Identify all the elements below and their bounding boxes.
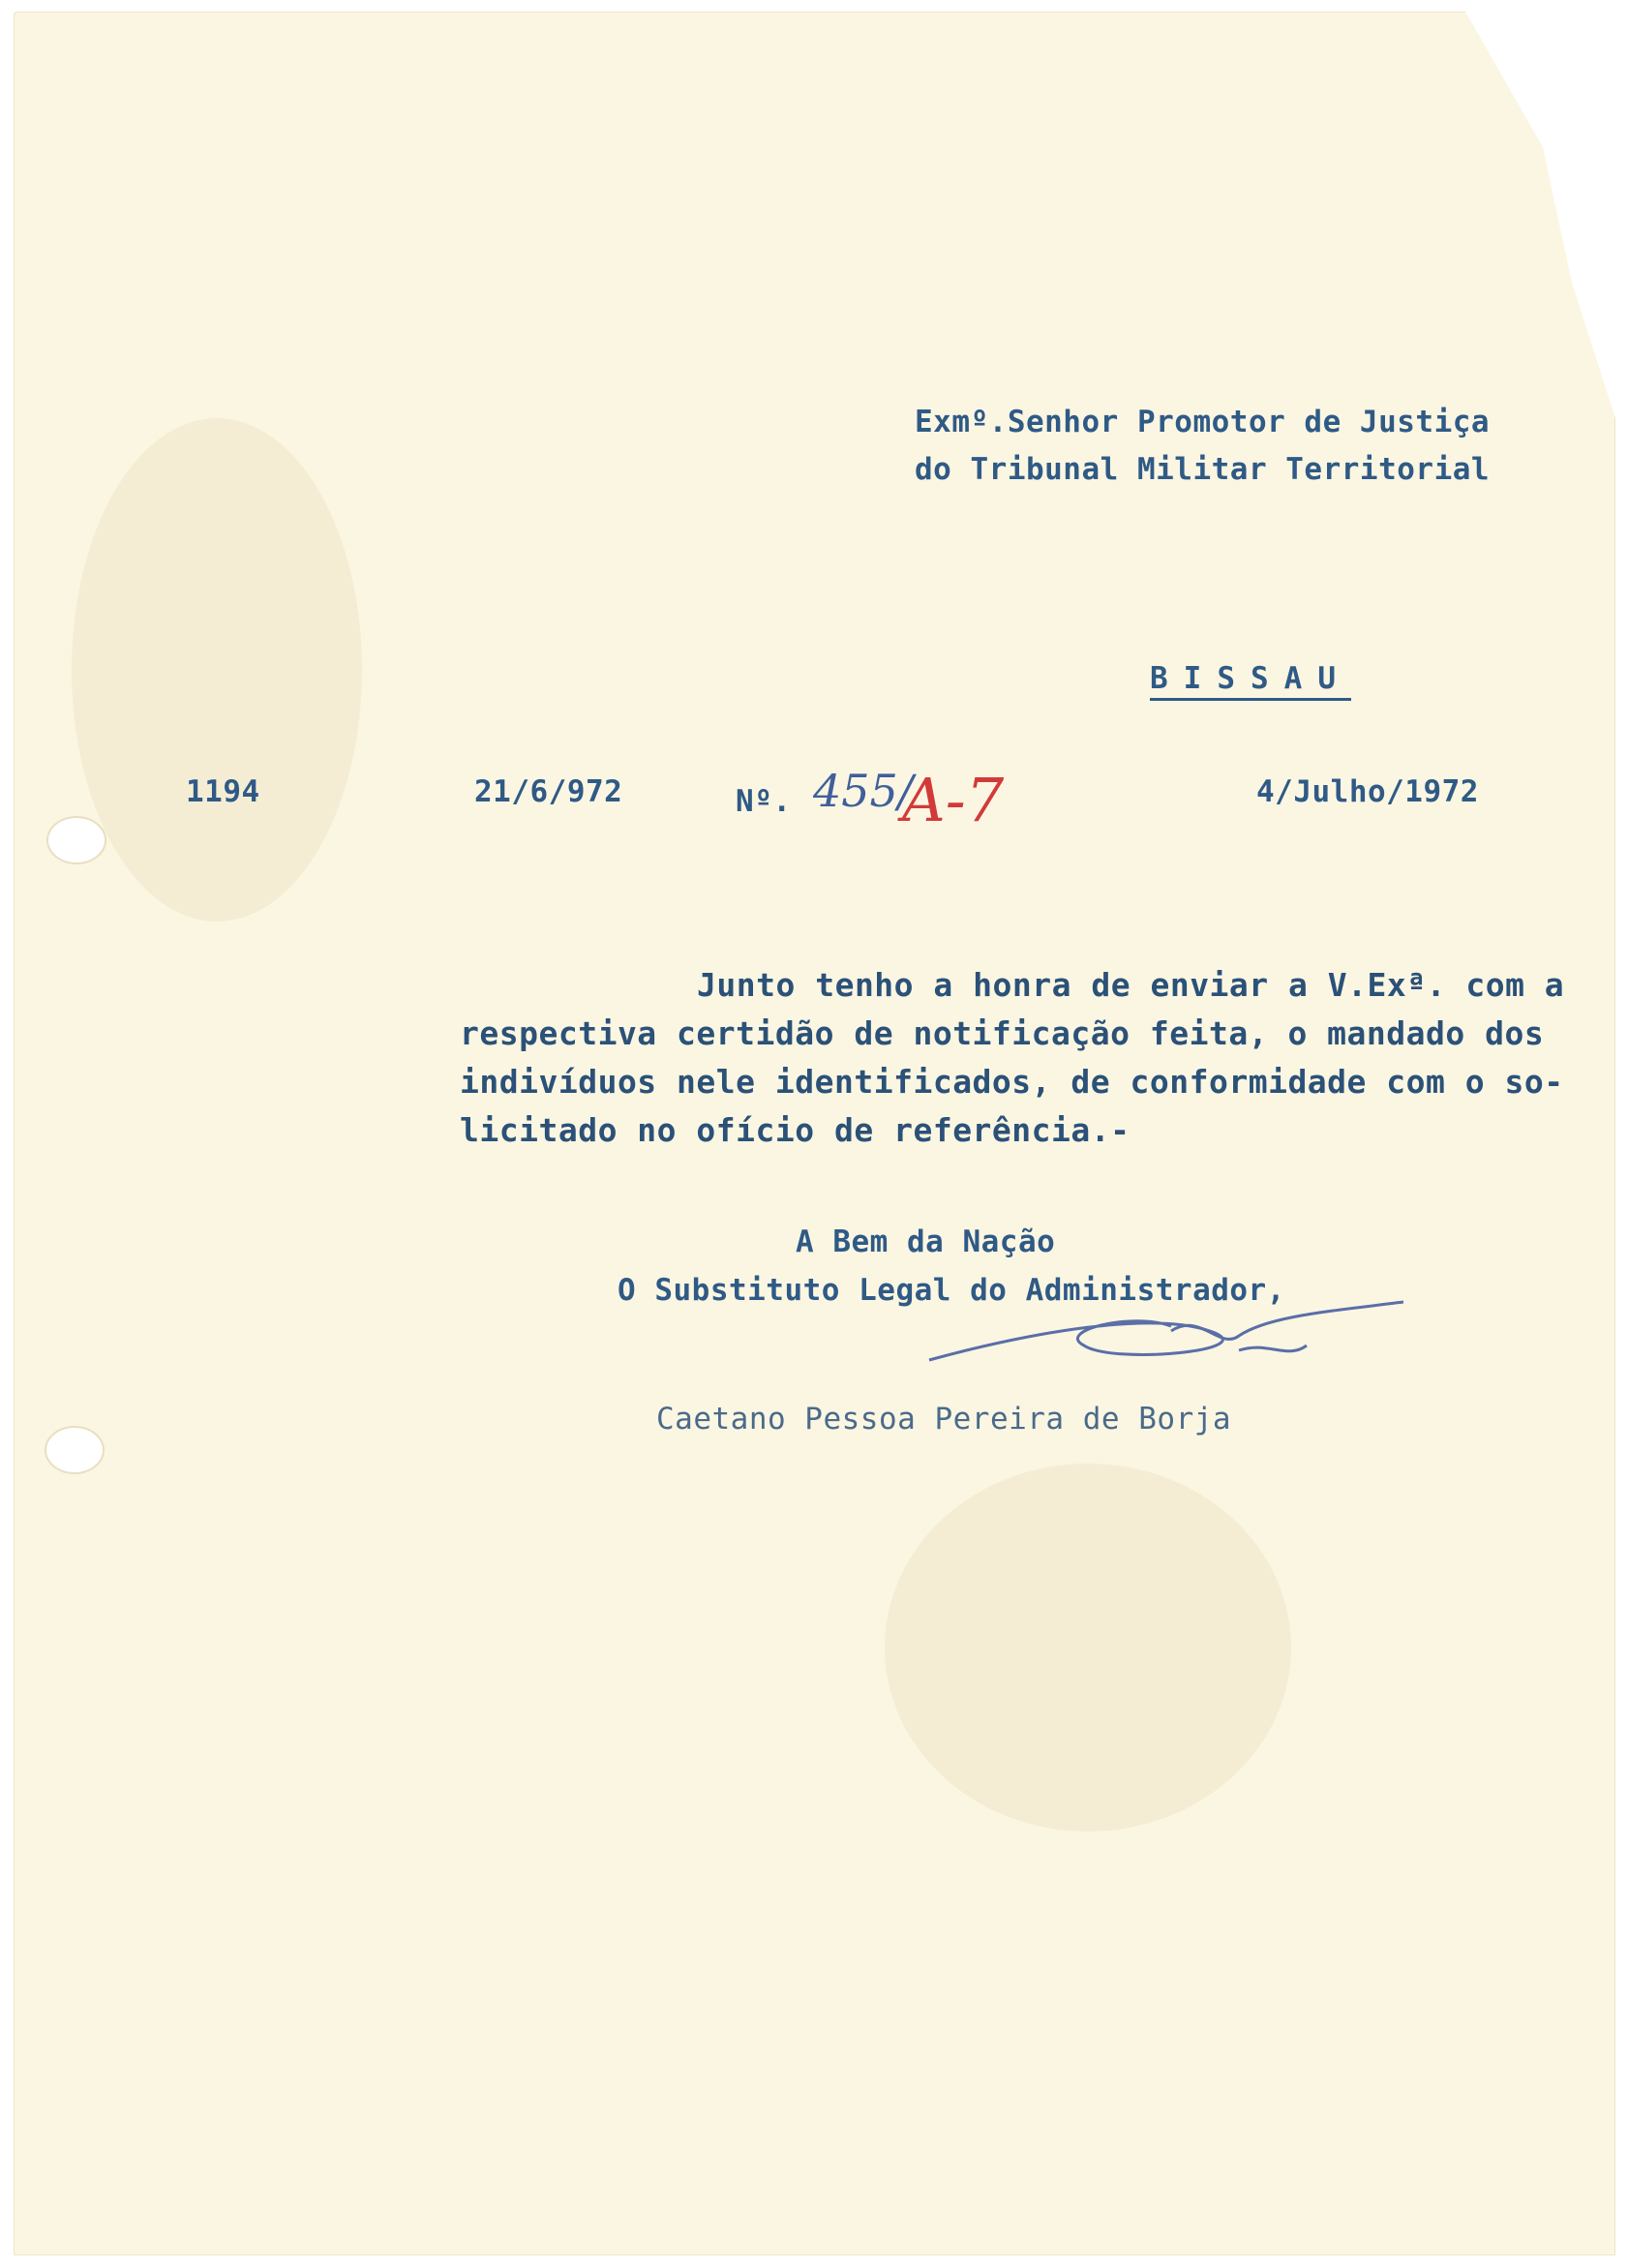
body-line-4: licitado no ofício de referência.-: [460, 1111, 1131, 1149]
handwritten-number: 455/: [813, 765, 914, 817]
salutation: A Bem da Nação: [796, 1225, 1056, 1259]
red-annotation: A-7: [902, 765, 1005, 835]
letter-date: 4/Julho/1972: [1256, 774, 1479, 809]
addressee-line-1: Exmº.Senhor Promotor de Justiça: [915, 405, 1491, 439]
city-text: BISSAU: [1150, 661, 1351, 701]
punch-hole: [46, 1428, 103, 1472]
addressee-city: [1150, 661, 1351, 696]
signer-name: Caetano Pessoa Pereira de Borja: [656, 1402, 1232, 1436]
reference-date: 21/6/972: [474, 774, 623, 809]
paper-stain: [72, 418, 362, 922]
reference-number: 1194: [186, 774, 260, 809]
body-line-3: indivíduos nele identificados, de conformidade com o so-: [460, 1063, 1564, 1101]
addressee-line-2: do Tribunal Militar Territorial: [915, 452, 1491, 487]
punch-hole: [48, 818, 105, 862]
signature-scrawl: [920, 1292, 1423, 1399]
paper-stain: [885, 1464, 1291, 1831]
signer-title: O Substituto Legal do Administrador,: [618, 1273, 1285, 1308]
number-label: Nº.: [736, 784, 792, 819]
body-line-2: respectiva certidão de notificação feita, o mandado dos: [460, 1014, 1545, 1052]
body-line-1: Junto tenho a honra de enviar a V.Exª. com a: [697, 966, 1565, 1004]
